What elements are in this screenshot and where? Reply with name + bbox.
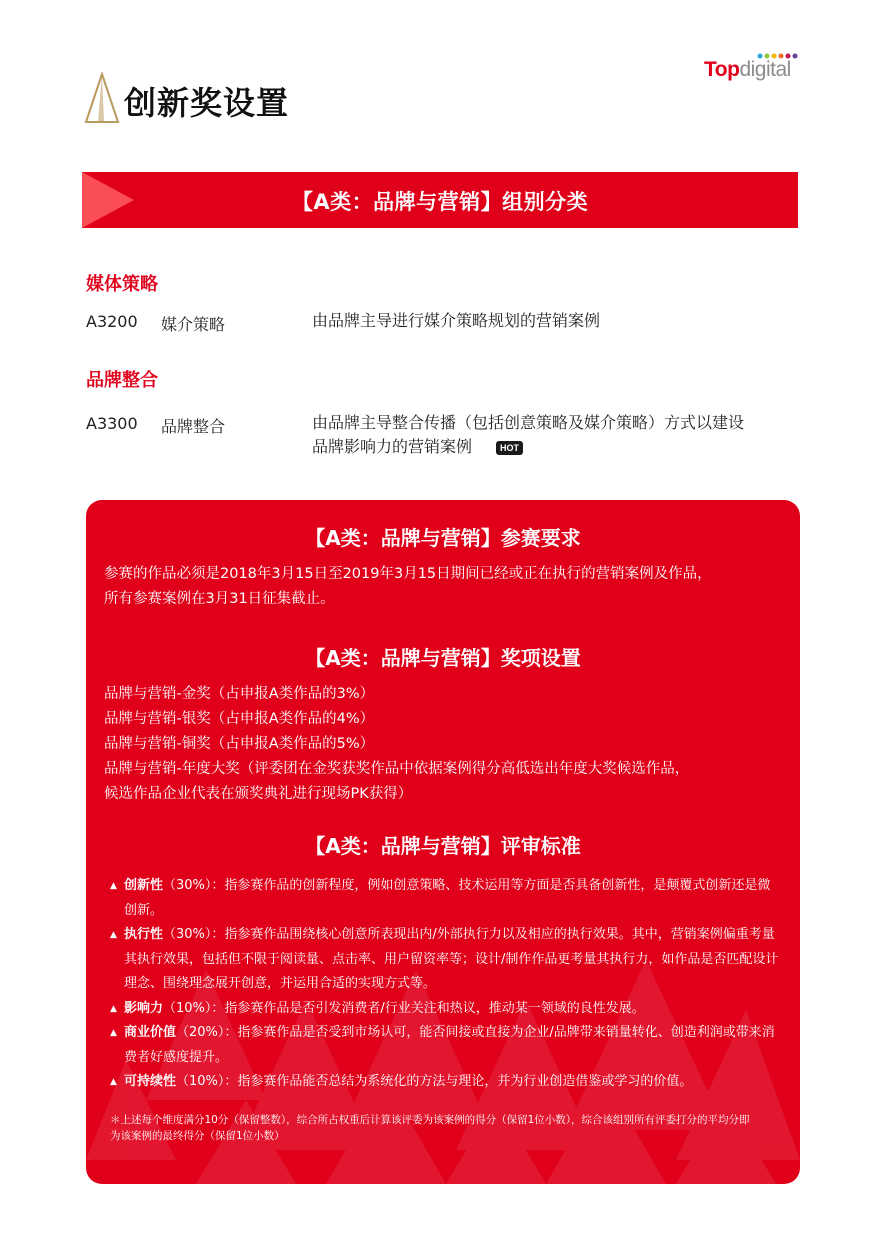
criteria-weight: （10%） [163,1000,212,1016]
entry-code: A3200 [86,312,138,331]
criteria-name: 执行性 [124,927,164,942]
criteria-name: 创新性 [124,878,164,893]
criteria-item [110,1021,780,1070]
category-banner [82,172,798,228]
requirements-line: 参赛的作品必须是2018年3月15日至2019年3月15日期间已经或正在执行的营销案例及作品， [104,566,712,582]
section-heading-brand: 品牌整合 [86,370,158,391]
bullet-triangle-icon: ▲ [110,881,117,891]
award-item: 品牌与营销-银奖（占申报A类作品的4%） [104,711,375,727]
entry-description-text: 品牌影响力的营销案例 [312,437,473,456]
criteria-item [110,923,780,997]
awards-list [104,682,788,807]
awards-heading: 【A类：品牌与营销】奖项设置 [305,646,581,670]
requirements-line: 所有参赛案例在3月31日征集截止。 [104,591,335,607]
criteria-text: ：指参赛作品围绕核心创意所表现出内/外部执行力以及相应的执行效果。其中，营销案例偏重考量其执行效果，包括但不限于阅读量、点击率、用户留资率等；设计/制作作品更考量其执行力，如作品是否匹配设计理念、围绕理念展开创意，并运用合适的实现方式等。 [124,927,779,991]
criteria-text: ：指参赛作品是否受到市场认可，能否间接或直接为企业/品牌带来销量转化、创造利润或带来消费者好感度提升。 [124,1025,775,1065]
bullet-triangle-icon: ▲ [110,1003,117,1014]
bullet-triangle-icon: ▲ [110,1028,117,1038]
criteria-text: ：指参赛作品能否总结为系统化的方法与理论，并为行业创造借鉴或学习的价值。 [224,1074,693,1089]
criteria-text: ：指参赛作品是否引发消费者/行业关注和热议，推动某一领域的良性发展。 [211,1000,645,1016]
criteria-name: 商业价值 [124,1025,177,1040]
criteria-list [110,874,780,1095]
page-title: 创新奖设置 [124,84,290,122]
scoring-footnote: ＊上述每个维度满分10分（保留整数），综合所占权重后计算该评委为该案例的得分（保留1位小数），综合该组别所有评委打分的平均分即为该案例的最终得分（保留1位小数） [110,1114,750,1142]
hot-badge: HOT [496,441,523,455]
entry-description [312,411,802,459]
criteria-heading: 【A类：品牌与营销】评审标准 [305,834,581,858]
banner-title: 【A类：品牌与营销】组别分类 [291,190,589,214]
entry-name: 媒介策略 [161,315,226,334]
criteria-name: 可持续性 [124,1074,177,1089]
topdigital-logo [704,58,791,82]
criteria-item [110,997,780,1022]
award-item: 品牌与营销-金奖（占申报A类作品的3%） [104,686,375,702]
section-heading-media: 媒体策略 [86,274,158,295]
award-item: 品牌与营销-铜奖（占申报A类作品的5%） [104,736,375,752]
entry-description: 由品牌主导进行媒介策略规划的营销案例 [312,311,601,330]
requirements-heading: 【A类：品牌与营销】参赛要求 [305,526,581,550]
award-item: 品牌与营销-年度大奖（评委团在金奖获奖作品中依据案例得分高低选出年度大奖候选作品， [104,761,690,777]
logo-top-text: Top [704,58,740,81]
logo-digital-text: digital [739,58,791,81]
requirements-text [104,562,788,612]
criteria-weight: （30%） [163,878,212,893]
criteria-name: 影响力 [124,1000,164,1016]
info-panel [86,500,800,1184]
entry-description-line [312,435,802,459]
criteria-weight: （20%） [176,1025,225,1040]
entry-description-line: 由品牌主导整合传播（包括创意策略及媒介策略）方式以建设 [312,413,745,432]
criteria-text: ：指参赛作品的创新程度，例如创意策略、技术运用等方面是否具备创新性，是颠覆式创新还是微创新。 [124,878,771,918]
criteria-weight: （30%） [163,927,212,942]
bullet-triangle-icon: ▲ [110,930,117,940]
criteria-weight: （10%） [176,1074,225,1089]
criteria-item [110,1070,780,1095]
entry-code: A3300 [86,414,138,433]
mountain-icon [84,72,120,124]
entry-name: 品牌整合 [161,417,226,436]
bullet-triangle-icon: ▲ [110,1077,117,1087]
award-item: 候选作品企业代表在颁奖典礼进行现场PK获得） [104,786,413,802]
criteria-item [110,874,780,923]
